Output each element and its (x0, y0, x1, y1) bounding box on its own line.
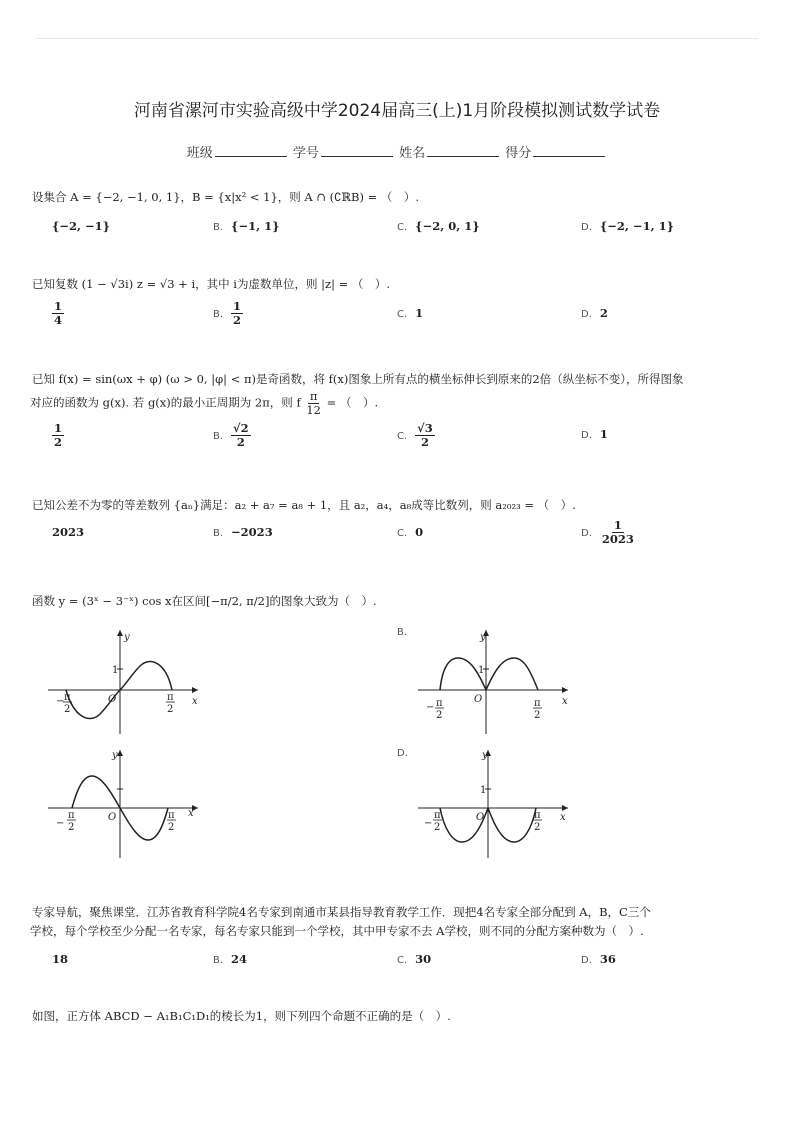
top-divider (36, 38, 758, 39)
graph-d-pos-tick-num: π (534, 810, 541, 821)
svg-text:−: − (56, 818, 65, 829)
graph-c[interactable] (44, 746, 204, 860)
question-7-stem: 如图，正方体 ABCD − A₁B₁C₁D₁的棱长为1，则下列四个命题不正确的是（ ）. (32, 1009, 451, 1023)
question-3-stem-line2: 对应的函数为 g(x). 若 g(x)的最小正周期为 2π，则 f $\frac{\pi}{12}$ = （ ）. (30, 389, 379, 417)
graph-a-y-label: y (124, 632, 130, 643)
class-label: 班级 (186, 146, 213, 161)
graph-b-neg-tick-num: π (436, 698, 443, 709)
student-info-line (0, 142, 794, 161)
q1-option-d[interactable]: D. {−2, −1, 1} (581, 219, 674, 233)
graph-c-neg-tick-num: π (68, 810, 75, 821)
q6-option-c[interactable]: C. 30 (397, 952, 432, 966)
graph-a-neg-tick-num: π (64, 692, 71, 703)
graph-c-x-label: x (188, 808, 194, 819)
graph-a[interactable] (44, 626, 204, 736)
svg-text:2: 2 (168, 822, 175, 833)
q2-option-c[interactable]: C. 1 (397, 306, 424, 320)
q6-option-a[interactable]: 18 (52, 952, 69, 966)
page-title: 河南省漯河市实验高级中学2024届高三(上)1月阶段模拟测试数学试卷 (133, 101, 661, 121)
graph-d-x-label: x (560, 812, 566, 823)
q4-option-d[interactable]: D. $\frac{1}{2023}$ (581, 518, 634, 546)
q2-option-d[interactable]: D. 2 (581, 306, 608, 320)
svg-text:2: 2 (68, 822, 75, 833)
svg-text:−: − (424, 818, 433, 829)
q1-option-a[interactable]: {−2, −1} (52, 219, 111, 233)
svg-text:2: 2 (534, 822, 541, 833)
graph-a-origin: O (108, 694, 117, 705)
graph-c-y-label: y (112, 750, 118, 761)
name-blank[interactable] (427, 144, 499, 157)
graph-a-x-label: x (192, 696, 198, 707)
number-blank[interactable] (321, 144, 393, 157)
q1-option-b[interactable]: B. {−1, 1} (213, 219, 280, 233)
question-1-stem: 设集合 A = {−2, −1, 0, 1}，B = {x|x² < 1}，则 A ∩ (∁ℝB) = （ ）. (32, 190, 420, 204)
q3-option-d[interactable]: D. 1 (581, 427, 608, 441)
q3-option-a[interactable]: $\frac{1}{2}$ (54, 421, 63, 449)
graph-c-origin: O (108, 812, 117, 823)
q3-option-c[interactable]: C. $\frac{√3}{2}$ (397, 421, 433, 449)
svg-text:2: 2 (436, 710, 443, 721)
graph-d[interactable] (414, 746, 574, 860)
graph-b-y-label: y (480, 632, 486, 643)
question-2-stem: 已知复数 (1 − √3i) z = √3 + i，其中 i为虚数单位，则 |z| = （ ）. (32, 277, 391, 291)
number-label: 学号 (292, 146, 319, 161)
q4-option-b[interactable]: B. −2023 (213, 525, 273, 539)
question-3-stem-line1: 已知 f(x) = sin(ωx + φ) (ω > 0, |φ| < π)是奇函数，将 f(x)图象上所有点的横坐标伸长到原来的2倍（纵坐标不变），所得图象 (32, 372, 684, 386)
graph-d-neg-tick-num: π (434, 810, 441, 821)
score-label: 得分 (505, 146, 532, 161)
svg-text:2: 2 (434, 822, 441, 833)
question-6-stem-line2: 学校，每个学校至少分配一名专家，每名专家只能到一个学校，其中甲专家不去 A学校，则不同的分配方案种数为（ ）. (30, 924, 644, 938)
graph-d-one-tick: 1 (480, 785, 487, 796)
graph-b-one-tick: 1 (478, 665, 485, 676)
q3-option-b[interactable]: B. $\frac{√2}{2}$ (213, 421, 249, 449)
q1-option-c[interactable]: C. {−2, 0, 1} (397, 219, 480, 233)
graph-a-pos-tick-num: π (167, 692, 174, 703)
q6-option-d[interactable]: D. 36 (581, 952, 616, 966)
question-5-stem: 函数 y = (3ˣ − 3⁻ˣ) cos x在区间[−π/2, π/2]的图象大致为（ ）. (32, 594, 377, 608)
svg-text:−: − (56, 696, 65, 707)
svg-text:2: 2 (64, 704, 71, 715)
svg-text:2: 2 (534, 710, 541, 721)
graph-c-pos-tick-num: π (168, 810, 175, 821)
q2-option-a[interactable]: $\frac{1}{4}$ (54, 299, 63, 327)
q2-option-b[interactable]: B. $\frac{1}{2}$ (213, 299, 242, 327)
graph-b-x-label: x (562, 696, 568, 707)
graph-d-label: D. (397, 748, 408, 759)
question-4-stem: 已知公差不为零的等差数列 {aₙ}满足：a₂ + a₇ = a₈ + 1，且 a₂，a₄，a₈成等比数列，则 a₂₀₂₃ = （ ）. (32, 498, 576, 512)
name-label: 姓名 (399, 146, 426, 161)
svg-text:−: − (426, 702, 435, 713)
graph-b-origin: O (474, 694, 483, 705)
class-blank[interactable] (215, 144, 287, 157)
q4-option-a[interactable]: 2023 (52, 525, 85, 539)
q6-option-b[interactable]: B. 24 (213, 952, 248, 966)
graph-b-label: B. (397, 627, 408, 638)
graph-d-y-label: y (482, 750, 488, 761)
graph-b[interactable] (414, 626, 574, 736)
graph-d-origin: O (476, 812, 485, 823)
svg-text:2: 2 (167, 704, 174, 715)
question-6-stem-line1: 专家导航，聚焦课堂．江苏省教育科学院4名专家到南通市某县指导教育教学工作．现把4名专家全部分配到 A，B，C三个 (32, 905, 651, 919)
graph-b-pos-tick-num: π (534, 698, 541, 709)
graph-a-one-tick: 1 (112, 665, 119, 676)
score-blank[interactable] (533, 144, 605, 157)
q4-option-c[interactable]: C. 0 (397, 525, 424, 539)
